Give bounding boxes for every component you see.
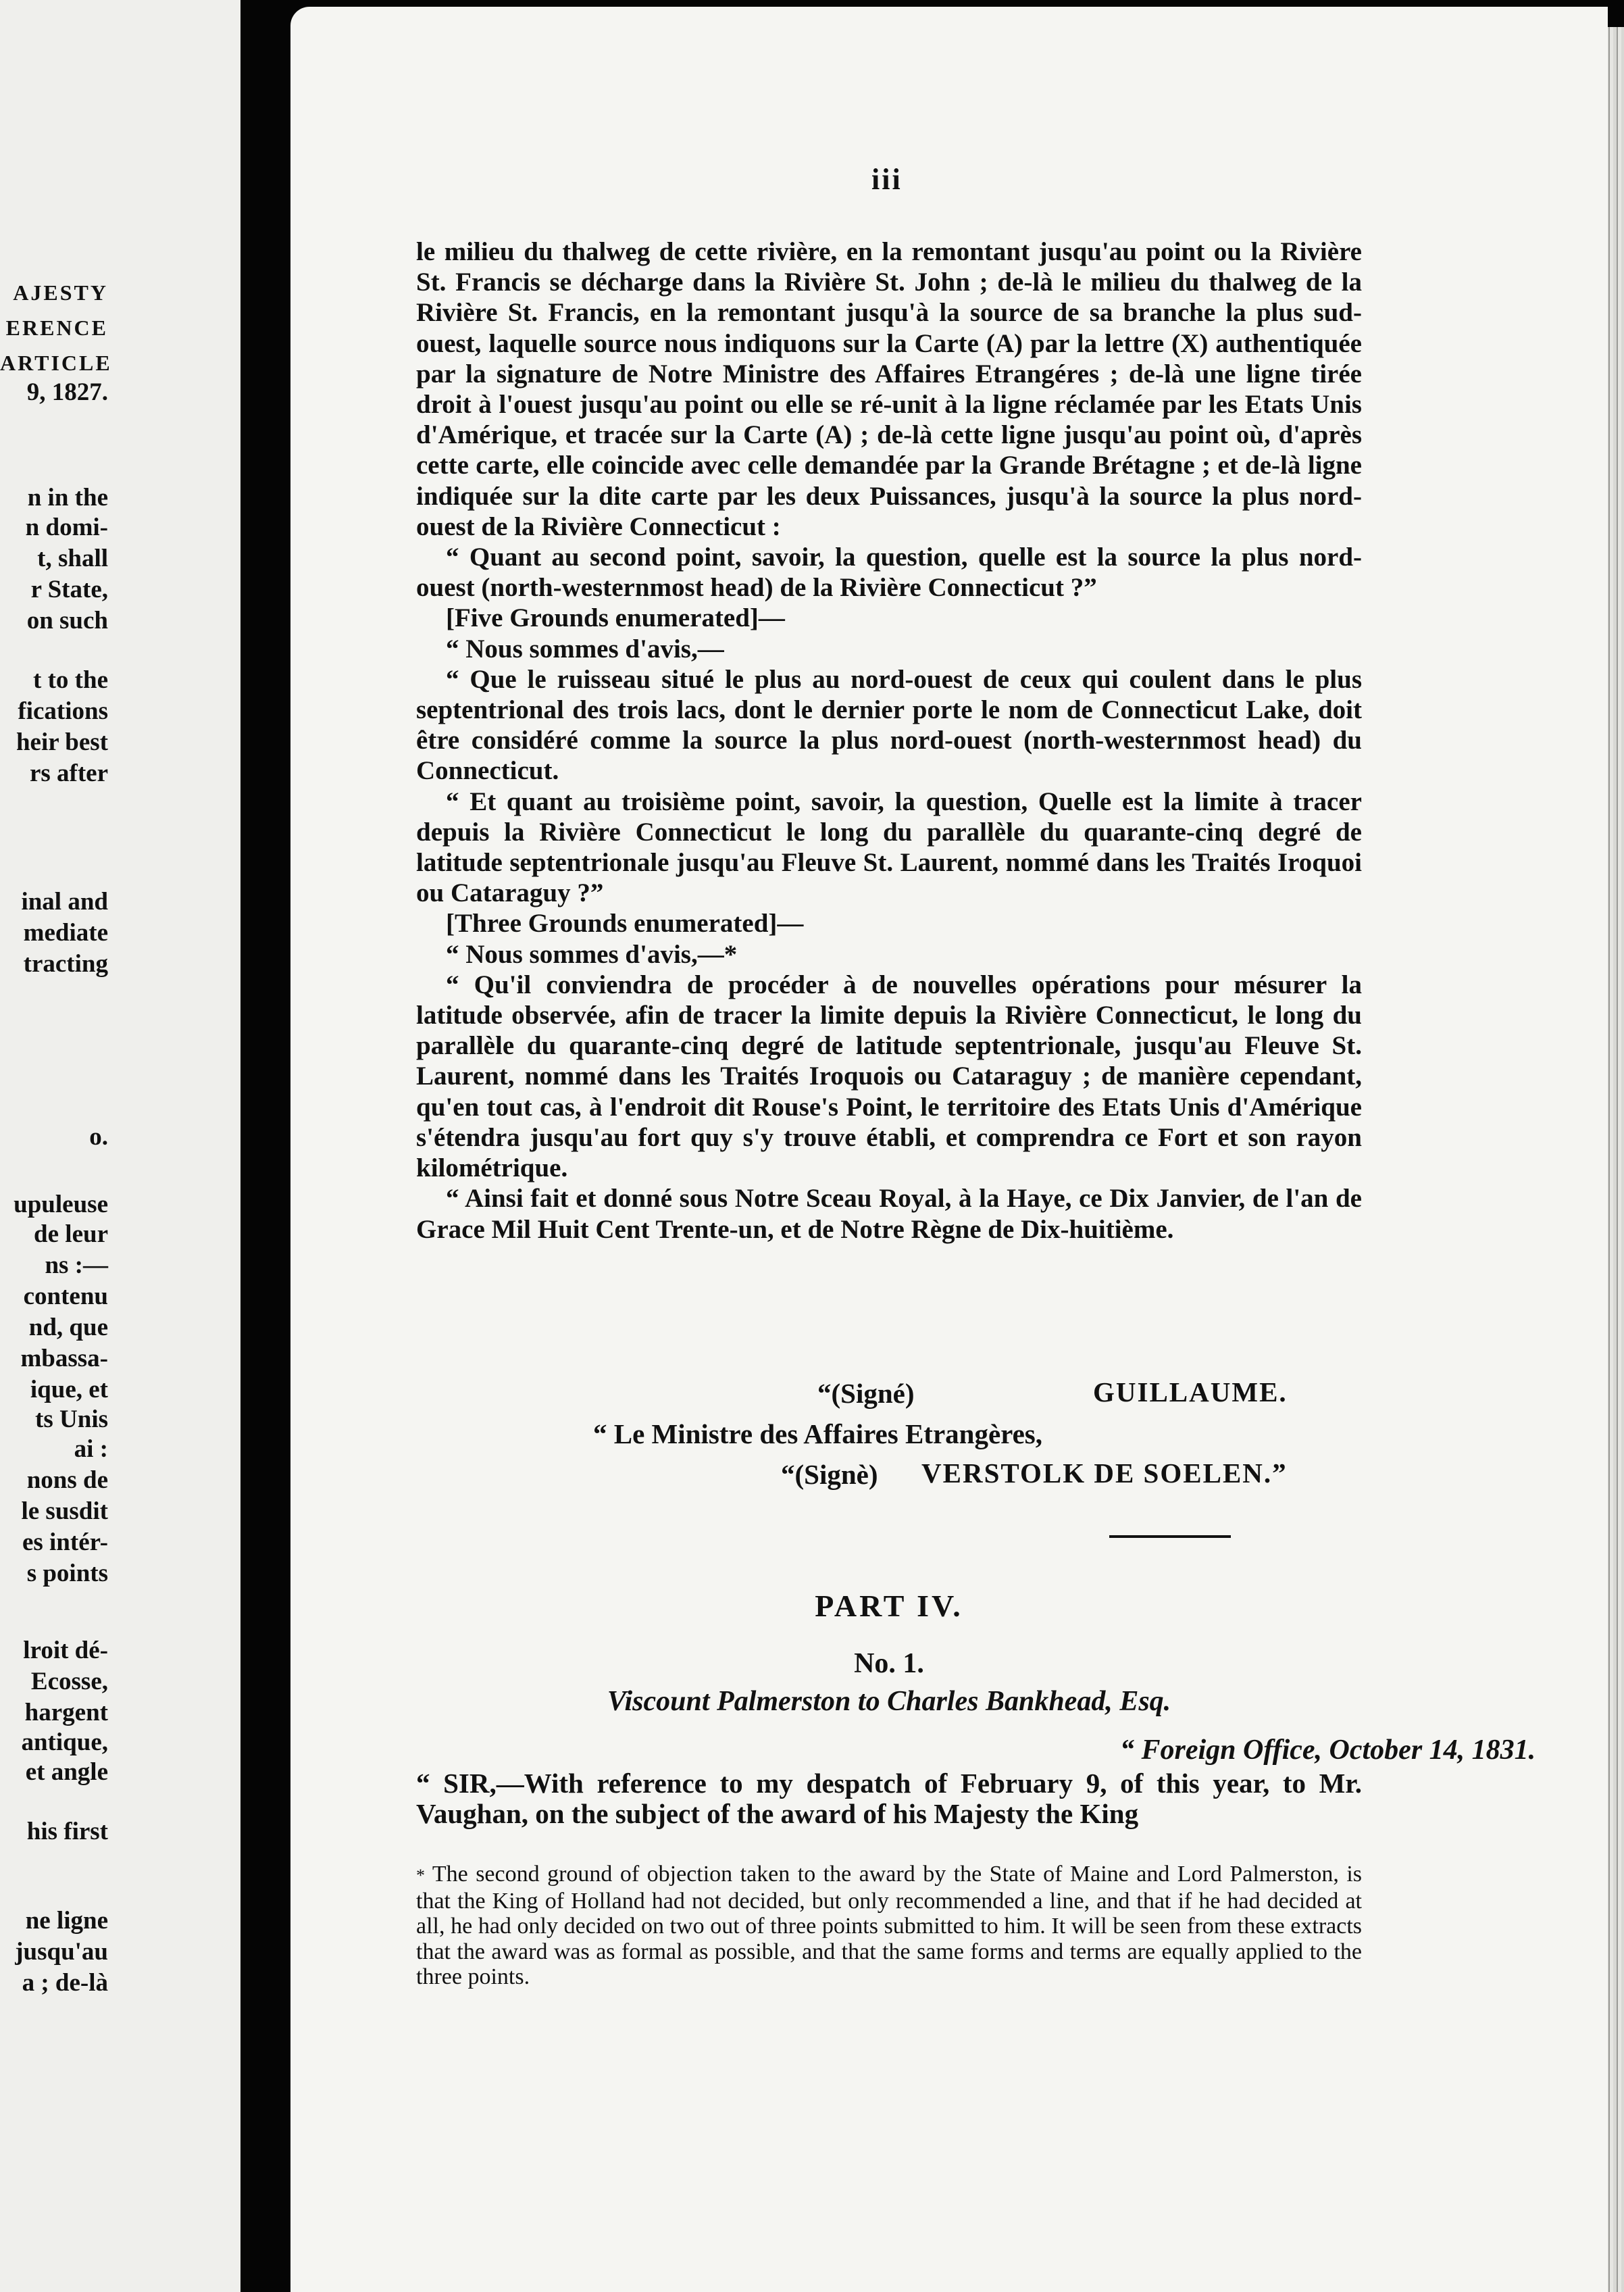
facing-page-fragment: ique, et [30, 1376, 108, 1403]
facing-page-fragment: mbassa- [20, 1345, 108, 1372]
facing-page-fragment: rs after [29, 759, 108, 787]
facing-page-fragment: a ; de-là [22, 1969, 108, 1997]
facing-page-fragment: fications [18, 697, 108, 725]
facing-page-fragment: ARTICLE [0, 351, 112, 375]
facing-page [0, 0, 240, 2292]
paragraph: “ Quant au second point, savoir, la question, quelle est la source la plus nord-ouest (north-westernmost head) de la Rivière Connecticut ?” [416, 543, 1362, 603]
part-title: PART IV. [815, 1589, 963, 1623]
dateline-date: October 14, 1831. [1329, 1735, 1536, 1766]
facing-page-fragment: heir best [16, 728, 108, 756]
paragraph: “ Nous sommes d'avis,— [446, 634, 724, 664]
facing-page-fragment: nons de [26, 1466, 108, 1494]
paragraph: “ Nous sommes d'avis,—* [446, 939, 738, 969]
document-heading: Viscount Palmerston to Charles Bankhead, Esq. [607, 1686, 1171, 1717]
paragraph: le milieu du thalweg de cette rivière, en la remontant jusqu'au point ou la Rivière St. Francis se décharge dans la Rivière St. John ; de-là le milieu du thalweg de la Rivière St. Francis, en la remontant jusqu'à la source de sa branche la plus sud-ouest, laquelle source nous indiquons sur la Carte (A) par la lettre (X) authentiquée par la signature de Notre Ministre des Affaires Etrangéres ; de-là une ligne tirée droit à l'ouest jusqu'au point ou elle se ré-unit à la ligne réclamée par les Etats Unis d'Amérique, et tracée sur la Carte (A) ; de-là cette ligne jusqu'au point où, d'après cette carte, elle coincide avec celle demandée par la Grande Brétagne ; et de-là ligne indiquée sur la dite carte par les deux Puissances, jusqu'à la source la plus nord-ouest de la Rivière Connecticut : [416, 237, 1362, 541]
facing-page-fragment: ts Unis [35, 1405, 108, 1433]
facing-page-fragment: on such [26, 607, 108, 634]
facing-page-fragment: contenu [23, 1282, 108, 1310]
facing-page-fragment: o. [89, 1123, 108, 1151]
facing-page-fragment: inal and [21, 888, 108, 916]
facing-page-fragment: r State, [30, 576, 108, 603]
facing-page-fragment: n domi- [25, 514, 108, 541]
facing-page-fragment: ERENCE [5, 316, 108, 340]
facing-page-fragment: upuleuse [14, 1191, 108, 1218]
footnote [416, 1862, 1362, 1990]
facing-page-fragment: antique, [21, 1728, 108, 1756]
dateline [1120, 1734, 1536, 1766]
facing-page-fragment: 9, 1827. [26, 378, 108, 406]
book-page [290, 7, 1608, 2292]
footnote-text: The second ground of objection taken to the award by the State of Maine and Lord Palmerston, is that the King of Holland had not decided, but only recommended a line, and that if he had decided at all, he had only decided on two out of three points submitted to him. It will be seen from these extracts that the award was as formal as possible, and that the same forms and terms are equally applied to the three points. [416, 1862, 1362, 1990]
signatory-name: VERSTOLK DE SOELEN.” [921, 1458, 1288, 1489]
facing-page-fragment: nd, que [28, 1314, 108, 1341]
facing-page-fragment: mediate [23, 919, 108, 947]
page-number: iii [871, 163, 903, 196]
facing-page-fragment: ai : [74, 1435, 108, 1463]
facing-page-fragment: t to the [33, 666, 108, 694]
signatory-name: GUILLAUME. [1093, 1376, 1288, 1407]
facing-page-fragment: ns :— [45, 1251, 108, 1279]
signed-label: “(Signé) [817, 1378, 915, 1409]
facing-page-fragment: jusqu'au [15, 1938, 108, 1966]
facing-page-fragment: s points [26, 1560, 108, 1587]
letter-opening: “ SIR,—With reference to my despatch of February 9, of this year, to Mr. Vaughan, on the subject of the award of his Majesty the King [416, 1768, 1362, 1829]
section-divider [1109, 1535, 1231, 1538]
signed-label: “(Signè) [781, 1459, 878, 1490]
facing-page-fragment: hargent [24, 1699, 108, 1726]
dateline-place: “ Foreign Office, [1120, 1735, 1323, 1766]
paragraph: [Three Grounds enumerated]— [446, 909, 804, 939]
paragraph: “ Qu'il conviendra de procéder à de nouvelles opérations pour mésurer la latitude observée, afin de tracer la limite depuis la Rivière Connecticut, le long du parallèle du quarante-cinq degré de latitude septentrionale, jusqu'au Fleuve St. Laurent, nommé dans les Traités Iroquois ou Cataraguy ; de manière cependant, qu'en tout cas, à l'endroit dit Rouse's Point, le territoire des Etats Unis d'Amérique s'étendra jusqu'au fort quy s'y trouve établi, et comprendra ce Fort et son rayon kilométrique. [416, 970, 1362, 1183]
paragraph: [Five Grounds enumerated]— [446, 603, 785, 633]
document-number: No. 1. [854, 1648, 924, 1679]
facing-page-fragment: es intér- [22, 1528, 108, 1556]
facing-page-fragment: ne ligne [25, 1907, 108, 1935]
facing-page-fragment: de leur [34, 1220, 108, 1248]
facing-page-fragment: AJESTY [13, 280, 108, 305]
facing-page-fragment: le susdit [21, 1497, 108, 1525]
footnote-marker: * [416, 1866, 425, 1885]
paragraph: “ Que le ruisseau situé le plus au nord-ouest de ceux qui coulent dans le plus septentrional des trois lacs, dont le dernier porte le nom de Connecticut Lake, doit être considéré comme la source la plus nord-ouest (north-westernmost head) du Connecticut. [416, 664, 1362, 786]
facing-page-fragment: tracting [23, 950, 108, 978]
minister-line: “ Le Ministre des Affaires Etrangères, [593, 1418, 1043, 1449]
facing-page-fragment: n in the [27, 484, 108, 512]
facing-page-fragment: t, shall [37, 545, 108, 572]
paragraph: “ Et quant au troisième point, savoir, la question, Quelle est la limite à tracer depuis la Rivière Connecticut le long du parallèle du quarante-cinq degré de latitude septentrionale jusqu'au Fleuve St. Laurent, nommé dans les Traités Iroquoi ou Cataraguy ?” [416, 787, 1362, 908]
facing-page-fragment: his first [26, 1818, 108, 1845]
award-text [416, 236, 1362, 1245]
facing-page-fragment: Ecosse, [30, 1668, 108, 1695]
facing-page-fragment: et angle [25, 1758, 108, 1786]
facing-page-fragment: lroit dé- [23, 1637, 108, 1664]
paragraph: “ Ainsi fait et donné sous Notre Sceau Royal, à la Haye, ce Dix Janvier, de l'an de Grace Mil Huit Cent Trente-un, et de Notre Règne de Dix-huitième. [416, 1184, 1362, 1244]
